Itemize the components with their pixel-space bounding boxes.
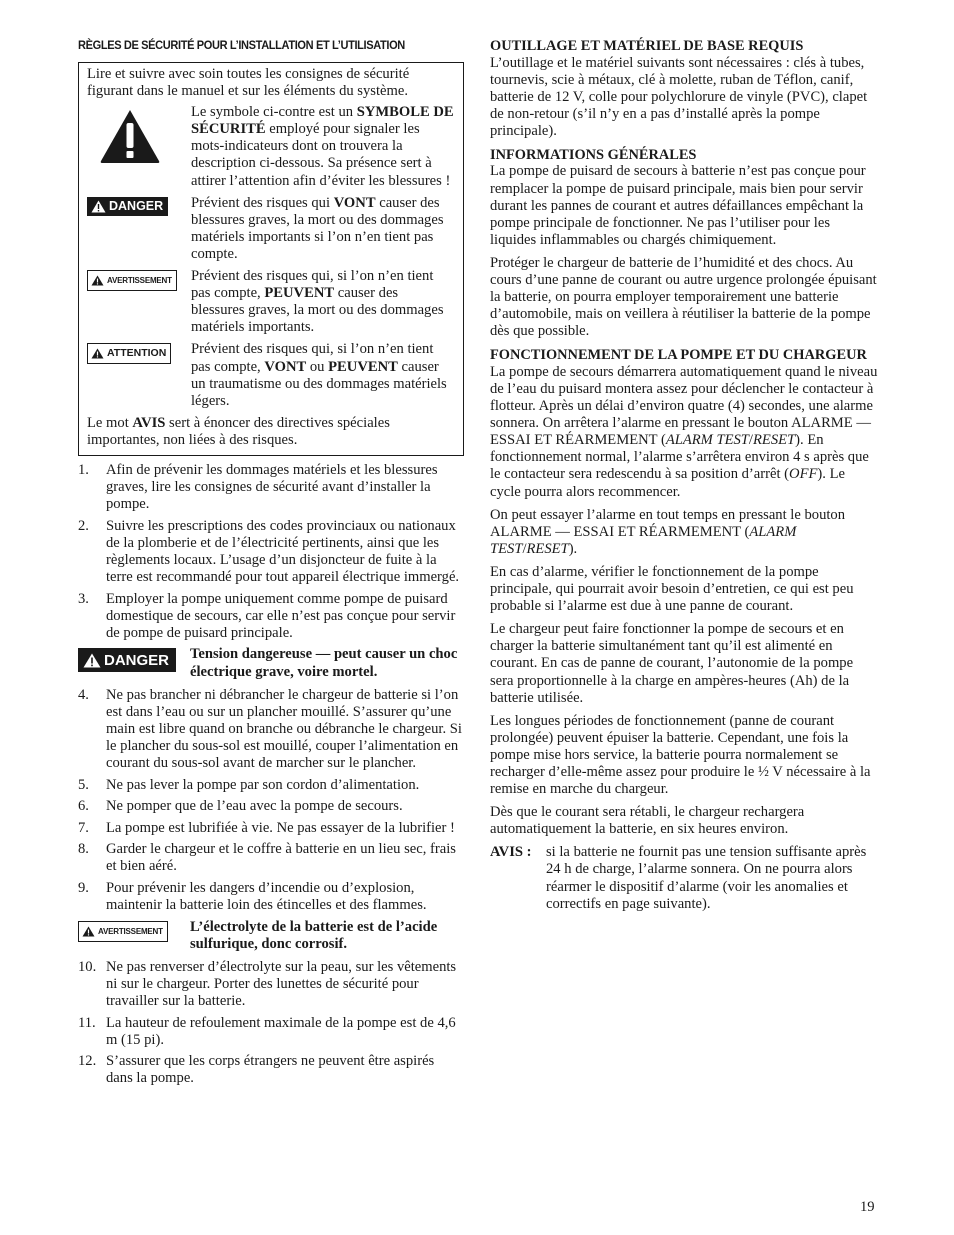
safety-steps-list-3: [78, 959, 464, 1088]
danger-badge: DANGER: [87, 197, 168, 216]
general-paragraph-2: Protéger le chargeur de batterie de l’humidité et des chocs. Au cours d’une panne de courant ou autre urgence prolongée épuisant la batterie, on pourra employer temporairement une batterie d’automobile, mais on veillera à réutiliser la batterie de la pompe dès que possible.: [490, 254, 877, 340]
operation-paragraph-1: La pompe de secours démarrera automatiquement quand le niveau de l’eau du puisard montera assez pour déclencher le contacteur à flotteur. Après un délai d’environ quatre (4) secondes, une alarme sonnera. On arrêtera l’alarme en pressant le bouton ALARME — ESSAI ET RÉARMEMENT (ALARM TEST/RESET). En fonctionnement normal, l’alarme s’arrêtera environ 4 s après que le contacteur sera redescendu à sa position d’arrêt (OFF). Le cycle pourra alors recommencer.: [490, 363, 878, 500]
list-item: 8. Garder le chargeur et le coffre à batterie en un lieu sec, frais et bien aéré.: [78, 841, 456, 875]
list-item: 2. Suivre les prescriptions des codes provinciaux ou nationaux de la plomberie et de l’électricité pertinents, ainsi que les règlements locaux. L’usage d’un disjoncteur de fuite à la terre est recommandé pour tout appareil électrique immergé.: [78, 517, 460, 586]
list-item: 3. Employer la pompe uniquement comme pompe de puisard domestique de secours, car elle n’est pas conçue pour servir de pompe de puisard principale.: [78, 590, 456, 641]
avis-label: AVIS :: [490, 844, 532, 861]
warning-badge: AVERTISSEMENT: [87, 270, 177, 291]
list-item: 11. La hauteur de refoulement maximale de la pompe est de 4,6 m (15 pi).: [78, 1014, 456, 1048]
operation-paragraph-6: Dès que le courant sera rétabli, le chargeur rechargera automatiquement la batterie, en six heures environ.: [490, 804, 805, 838]
operation-paragraph-4: Le chargeur peut faire fonctionner la pompe de secours et en charger la batterie simultanément tant qu’il est alimenté en courant. En cas de panne de courant, l’autonomie de la pompe sera proportionnelle à la charge en ampères-heures (Ah) de la batterie utilisée.: [490, 621, 854, 706]
warning-acid-notice: AVERTISSEMENT L’électrolyte de la batterie est de l’acide sulfurique, donc corrosif.: [78, 919, 464, 953]
caution-badge: ATTENTION: [87, 343, 171, 364]
list-item: 4. Ne pas brancher ni débrancher le chargeur de batterie si l’on est dans l’eau ou sur un plancher mouillé. S’assurer qu’une main est libre quand on branche ou débranche le chargeur. Si le plancher du sous-sol est mouillé, couper l’alimentation en courant du sous-sol avant de marcher sur le plancher.: [78, 686, 462, 771]
safety-alert-icon: [99, 108, 161, 164]
warning-definition-text: Prévient des risques qui, si l’on n’en tient pas compte, PEUVENT causer des blessures graves, la mort ou des dommages matériels importants.: [191, 268, 444, 336]
general-heading: INFORMATIONS GÉNÉRALES: [490, 146, 697, 163]
alert-triangle-icon: [83, 653, 101, 668]
tools-section: [490, 38, 878, 140]
operation-heading: FONCTIONNEMENT DE LA POMPE ET DU CHARGEUR: [490, 347, 867, 364]
general-section: [490, 147, 878, 340]
list-item: 7. La pompe est lubrifiée à vie. Ne pas essayer de la lubrifier !: [78, 819, 455, 836]
alert-triangle-icon: [82, 926, 95, 937]
right-column: [490, 38, 878, 920]
alert-triangle-icon: [91, 348, 104, 359]
list-item: 10. Ne pas renverser d’électrolyte sur la peau, sur les vêtements ni sur le chargeur. Porter des lunettes de sécurité pour travailler sur la batterie.: [78, 958, 457, 1010]
section-title: RÈGLES DE SÉCURITÉ POUR L’INSTALLATION ET L’UTILISATION: [78, 38, 405, 52]
list-item: 6. Ne pomper que de l’eau avec la pompe de secours.: [78, 798, 403, 815]
notice-definition: Le mot AVIS sert à énoncer des directives spéciales importantes, non liées à des risques.: [87, 414, 390, 448]
alert-triangle-icon: [91, 200, 106, 213]
box-intro: Lire et suivre avec soin toutes les consignes de sécurité figurant dans le manuel et sur les éléments du système.: [87, 66, 410, 100]
safety-symbol-row: [87, 104, 455, 189]
caution-definition-row: [87, 341, 455, 409]
danger-badge: DANGER: [78, 648, 176, 672]
caution-definition-text: Prévient des risques qui, si l’on n’en tient pas compte, VONT ou PEUVENT causer un traumatisme ou des dommages matériels légers.: [191, 341, 447, 409]
list-item: 1. Afin de prévenir les dommages matériels et les blessures graves, lire les consignes de sécurité avant d’installer la pompe.: [78, 461, 438, 513]
general-paragraph-1: La pompe de puisard de secours à batterie n’est pas conçue pour remplacer la pompe de puisard principale, mais bien pour servir durant les pannes de courant et autres défaillances empêchant la pompe principale de fonctionner. Ne pas l’utiliser pour les liquides inflammables ou chargés chimiquement.: [490, 163, 866, 248]
tools-heading: OUTILLAGE ET MATÉRIEL DE BASE REQUIS: [490, 38, 804, 54]
danger-definition-text: Prévient des risques qui VONT causer des blessures graves, la mort ou des dommages matériels importants si l’on n’en tient pas compte.: [191, 194, 444, 262]
warning-badge: AVERTISSEMENT: [78, 921, 168, 942]
list-item: 12. S’assurer que les corps étrangers ne peuvent être aspirés dans la pompe.: [78, 1053, 435, 1087]
operation-paragraph-5: Les longues périodes de fonctionnement (panne de courant prolongée) peuvent épuiser la batterie. Cependant, une fois la pompe mise hors service, la batterie pourra normalement se recharger d’elle-même assez pour produire le ½ V nécessaire à la remise en marche du chargeur.: [490, 712, 871, 798]
operation-section: [490, 347, 878, 912]
operation-paragraph-2: On peut essayer l’alarme en tout temps en pressant le bouton ALARME — ESSAI ET RÉARMEMENT (ALARM TEST/RESET).: [490, 506, 846, 557]
safety-symbol-text: Le symbole ci-contre est un SYMBOLE DE SÉCURITÉ employé pour signaler les mots-indicateurs dont on trouvera la description ci-dessous. Sa présence sert à attirer l’attention afin d’éviter les blessures !: [191, 104, 454, 189]
warning-definition-row: [87, 268, 455, 336]
avis-note: [490, 844, 878, 912]
list-item: 9. Pour prévenir les dangers d’incendie ou d’explosion, maintenir la batterie loin des étincelles et des flammes.: [78, 880, 427, 914]
danger-electric-notice: DANGER Tension dangereuse — peut causer un choc électrique grave, voire mortel.: [78, 646, 464, 680]
safety-definitions-box: [78, 62, 464, 456]
safety-steps-list-2: [78, 687, 464, 915]
safety-steps-list: [78, 462, 464, 642]
page-number: 19: [860, 1199, 875, 1215]
danger-definition-row: [87, 195, 455, 263]
alert-triangle-icon: [91, 275, 104, 286]
tools-text: L’outillage et le matériel suivants sont nécessaires : clés à tubes, tournevis, scie à métaux, clé à molette, ruban de Téflon, canif, batterie de 12 V, colle pour polychlorure de vinyle (PVC), clapet de non-retour (s’il n’y en a pas d’installé après la pompe principale).: [490, 54, 868, 139]
left-column: [78, 38, 464, 1092]
operation-paragraph-3: En cas d’alarme, vérifier le fonctionnement de la pompe principale, qui pourrait avoir besoin d’entretien, ce qui est peu probable si l’alarme est due à une panne de courant.: [490, 563, 854, 615]
list-item: 5. Ne pas lever la pompe par son cordon d’alimentation.: [78, 776, 420, 793]
avis-text: si la batterie ne fournit pas une tension suffisante après 24 h de charge, l’alarme sonnera. On ne pourra alors réarmer le dispositif d’alarme (voir les anomalies et correctifs en page suivante).: [546, 844, 867, 912]
